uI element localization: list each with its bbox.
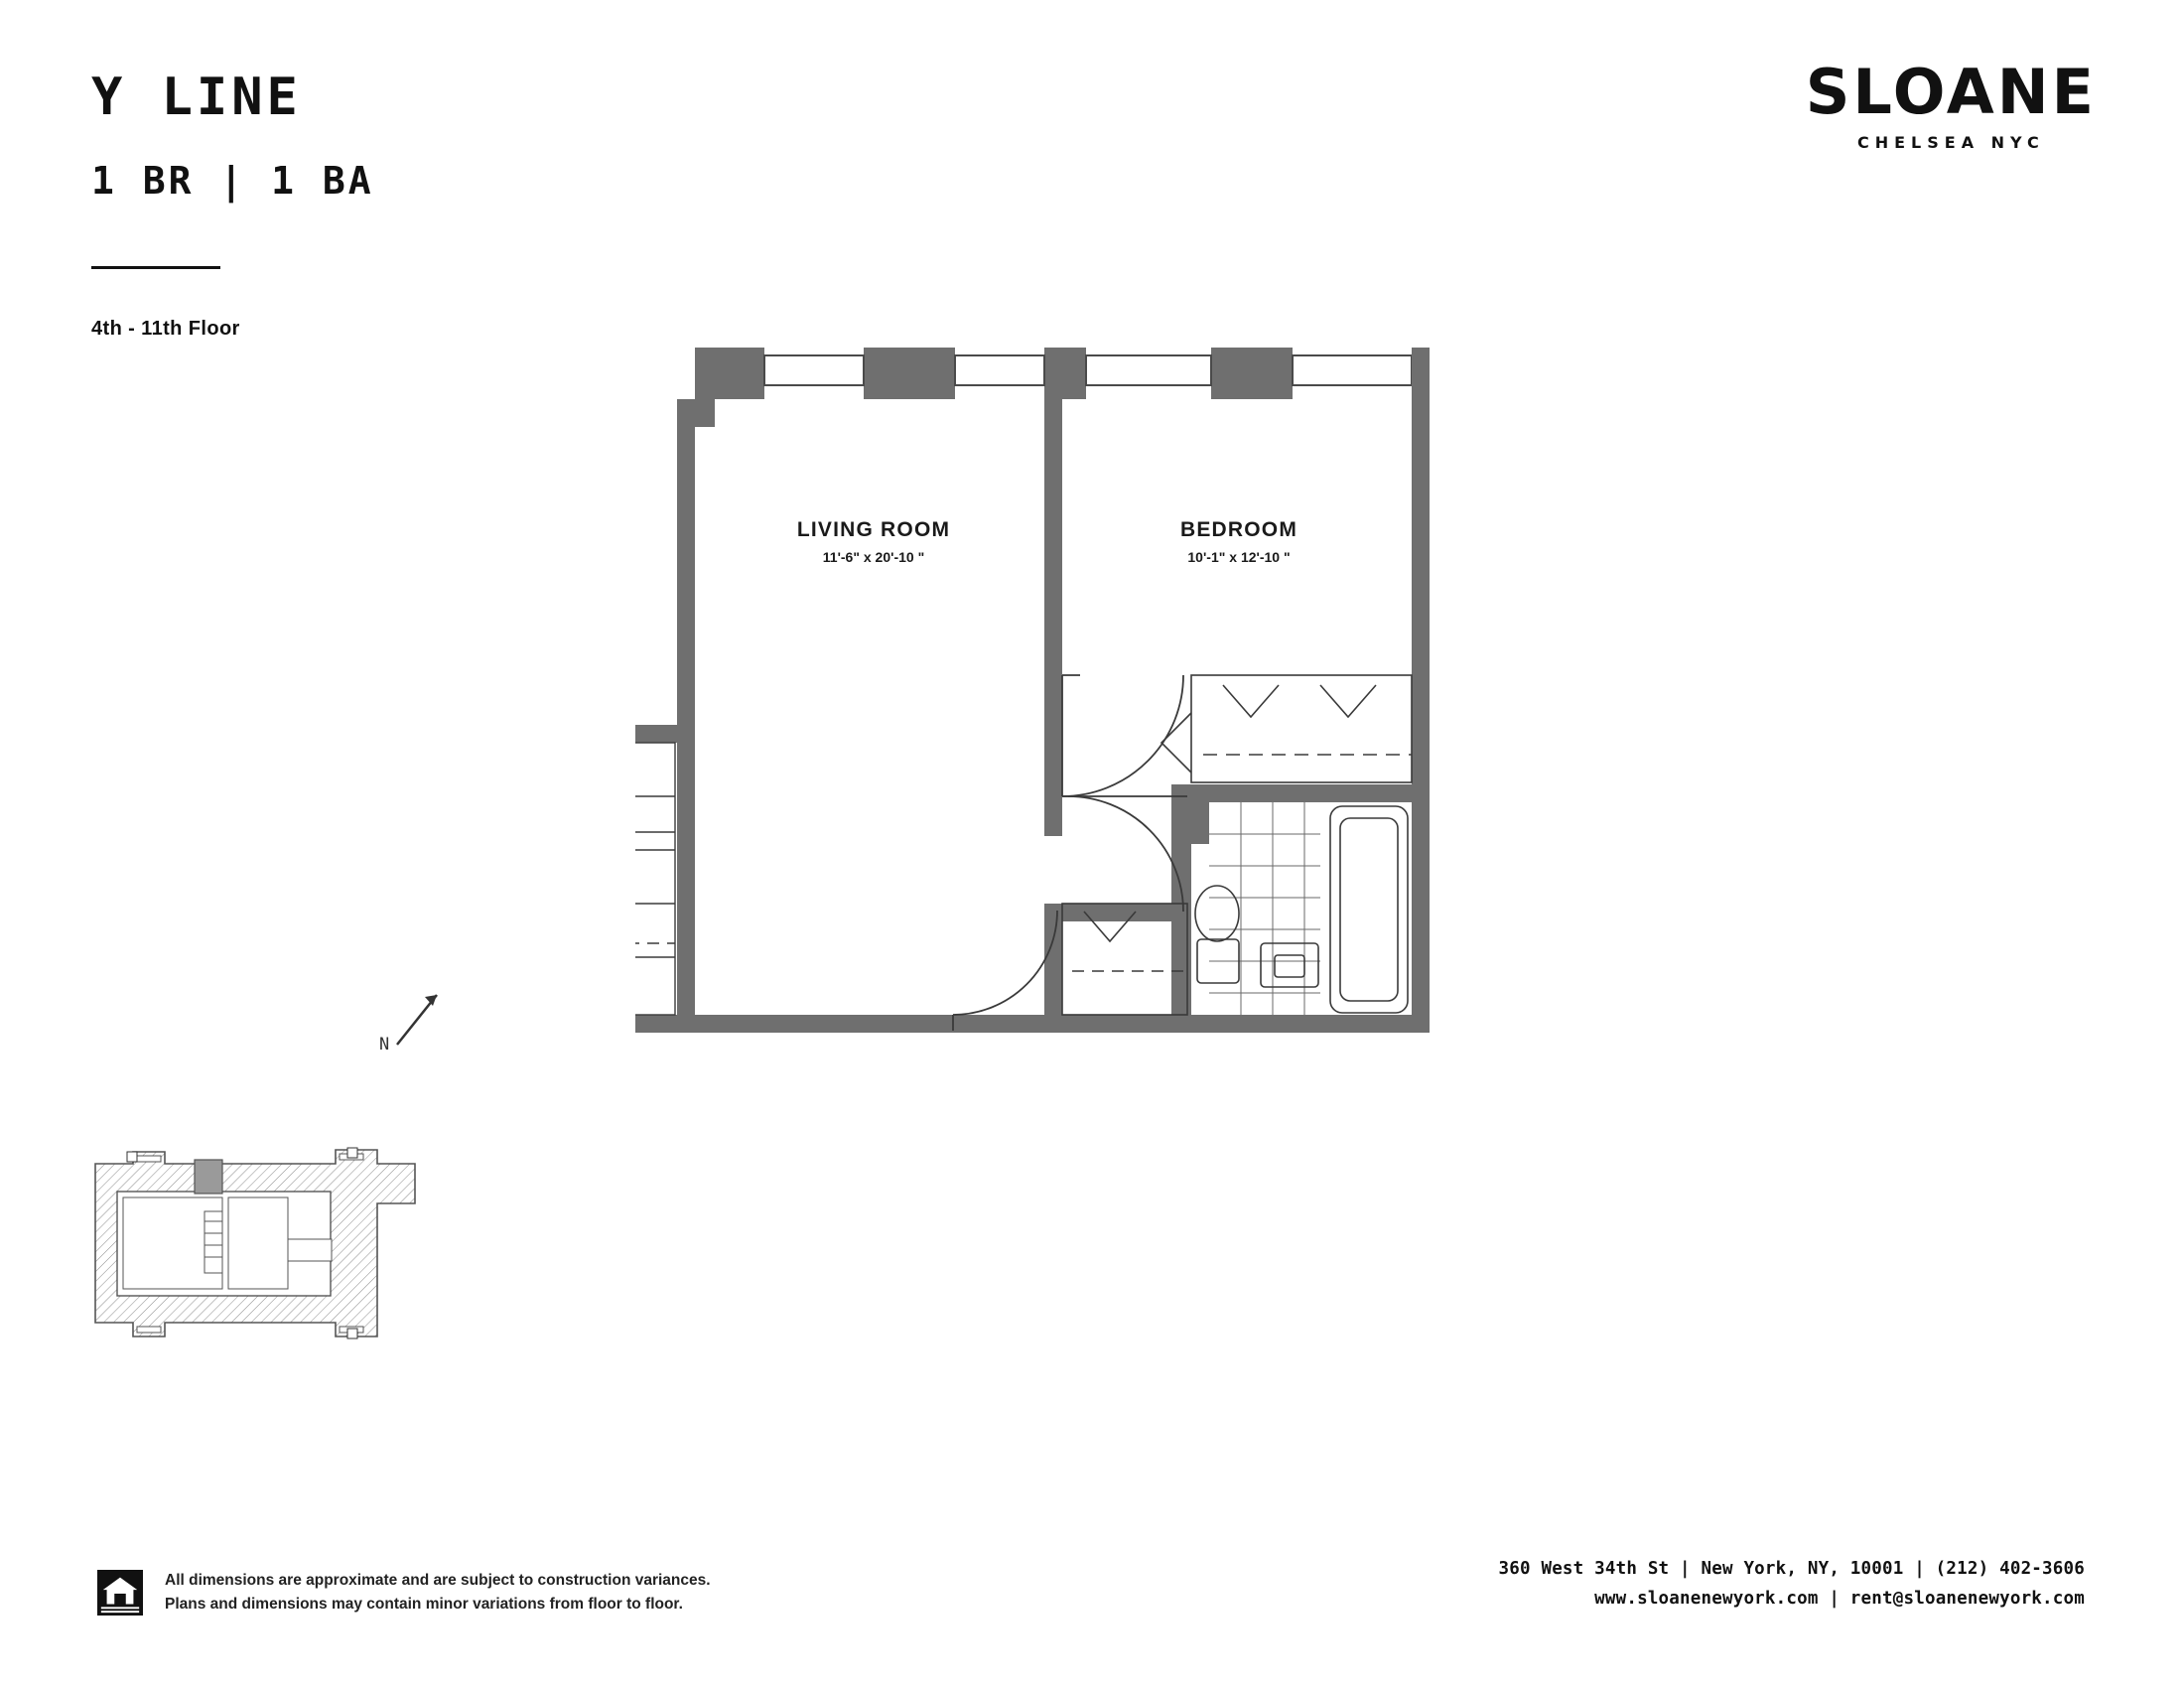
key-plan bbox=[87, 1142, 425, 1360]
equal-housing-opportunity-icon bbox=[97, 1570, 143, 1616]
bathroom-fixtures bbox=[1195, 802, 1408, 1015]
room-name-bedroom: BEDROOM bbox=[1179, 518, 1298, 541]
title-divider bbox=[91, 266, 220, 269]
compass bbox=[379, 983, 469, 1062]
page-title: Y LINE bbox=[91, 68, 302, 127]
footer-disclaimer-block bbox=[97, 1569, 711, 1617]
logo-tagline: CHELSEA NYC bbox=[1856, 133, 2045, 152]
room-dims-living-room: 11'-6" x 20'-10 " bbox=[822, 549, 925, 565]
brand-logo bbox=[1805, 56, 2097, 152]
footer-contact[interactable]: www.sloanenewyork.com | rent@sloanenewyork.com bbox=[1594, 1589, 2085, 1610]
floor-plan-drawing bbox=[635, 348, 2025, 1380]
doors bbox=[953, 675, 1187, 1031]
north-arrow-icon bbox=[379, 983, 469, 1062]
closets bbox=[1062, 675, 1412, 1015]
interior-linework bbox=[635, 743, 675, 1015]
unit-configuration: 1 BR | 1 BA bbox=[91, 159, 374, 203]
room-name-living-room: LIVING ROOM bbox=[796, 518, 951, 541]
footer-contact-block bbox=[1499, 1554, 2085, 1615]
footer-address: 360 West 34th St | New York, NY, 10001 | (212) 402-3606 bbox=[1498, 1558, 2085, 1579]
key-plan-diagram bbox=[87, 1142, 425, 1360]
disclaimer-line-2: Plans and dimensions may contain minor variations from floor to floor. bbox=[165, 1595, 683, 1613]
room-dims-bedroom: 10'-1" x 12'-10 " bbox=[1187, 549, 1291, 565]
disclaimer-line-1: All dimensions are approximate and are subject to construction variances. bbox=[165, 1571, 711, 1589]
floor-plan-svg bbox=[635, 348, 2025, 1380]
floor-range-label: 4th - 11th Floor bbox=[91, 318, 240, 340]
logo-wordmark: SLOANE bbox=[1805, 56, 2097, 128]
compass-north-label: N bbox=[379, 1035, 390, 1055]
